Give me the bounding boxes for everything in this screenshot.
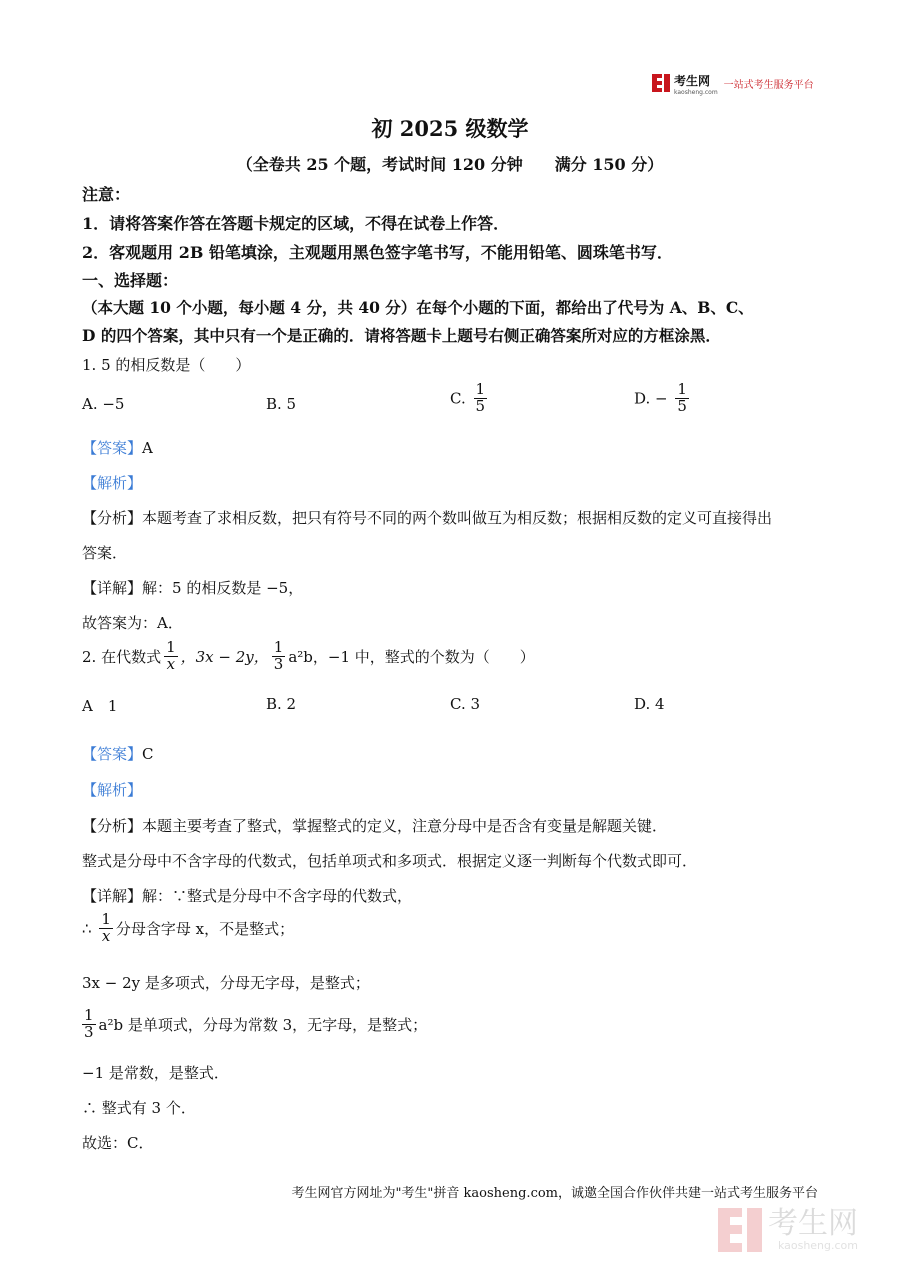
logo-domain: kaosheng.com — [674, 88, 718, 96]
watermark-name: 考生网 — [768, 1205, 858, 1241]
fraction-denominator: x — [166, 654, 176, 673]
fenxi-tag: 【分析】 — [82, 509, 143, 527]
q2-detail-fraction-1-over-3 — [82, 1008, 96, 1041]
q2-detail — [82, 885, 412, 906]
answer-value: A — [142, 439, 153, 457]
fraction-numerator: 1 — [677, 380, 687, 398]
watermark-logo — [718, 1205, 858, 1252]
q2-fenxi-line-2: 整式是分母中不含字母的代数式，包括单项式和多项式．根据定义逐一判断每个代数式即可． — [82, 852, 698, 870]
q1-stem: 1. 5 的相反数是（ ） — [82, 356, 251, 374]
q2-answer — [82, 743, 154, 764]
q2-detail-line-5: ∴ 整式有 3 个． — [82, 1099, 196, 1117]
fraction-numerator: 1 — [475, 380, 486, 398]
section-heading: 一、选择题： — [82, 271, 179, 290]
fraction-denominator: 5 — [475, 396, 486, 415]
q2-detail-line-1 — [82, 912, 294, 945]
q2-option-c: C. 3 — [450, 695, 481, 713]
q1-option-d-fraction — [675, 382, 689, 415]
q1-analysis-tag: 【解析】 — [82, 474, 143, 492]
detail-text: 解：5 的相反数是 −5， — [142, 579, 304, 597]
answer-tag: 【答案】 — [82, 745, 143, 763]
fraction-numerator: 1 — [101, 910, 111, 928]
detail-tag: 【详解】 — [82, 887, 143, 905]
fenxi-text: 本题主要考查了整式，掌握整式的定义，注意分母中是否含有变量是解题关键． — [142, 817, 668, 835]
q2-fenxi-line-1 — [82, 815, 667, 836]
q2-detail-line-4: −1 是常数，是整式． — [82, 1064, 229, 1082]
q2-stem-pre: 2. 在代数式 — [82, 647, 162, 666]
q1-option-a: A. −5 — [82, 395, 125, 413]
q1-option-c — [450, 382, 490, 415]
q1-option-d — [634, 382, 692, 415]
detail-text: 解：∵整式是分母中不含字母的代数式， — [142, 887, 413, 905]
fraction-numerator: 1 — [84, 1006, 94, 1024]
notice-heading: 注意： — [82, 185, 131, 204]
detail-line-3-text: a²b 是单项式，分母为常数 3，无字母，是整式； — [98, 1015, 428, 1034]
q1-detail — [82, 577, 303, 598]
fenxi-tag: 【分析】 — [82, 817, 143, 835]
notice-item-2: 2．客观题用 2B 铅笔填涂，主观题用黑色签字笔书写，不能用铅笔、圆珠笔书写． — [82, 243, 673, 262]
q2-detail-line-3 — [82, 1008, 427, 1041]
fraction-denominator: 3 — [273, 654, 284, 673]
q2-option-d: D. 4 — [634, 695, 665, 713]
site-logo — [652, 72, 814, 94]
logo-mark-icon — [652, 74, 670, 92]
watermark-mark-icon — [718, 1208, 762, 1252]
footer-text: 考生网官方网址为"考生"拼音 kaosheng.com，诚邀全国合作伙伴共建一站式考生服务平台 — [291, 1186, 818, 1201]
q2-detail-line-2: 3x − 2y 是多项式，分母无字母，是整式； — [82, 974, 370, 992]
q1-option-b: B. 5 — [266, 395, 297, 413]
q2-stem-tail: a²b，−1 中，整式的个数为（ ） — [288, 647, 535, 666]
q2-stem — [82, 640, 535, 673]
answer-tag: 【答案】 — [82, 439, 143, 457]
page-subtitle: （全卷共 25 个题，考试时间 120 分钟 满分 150 分） — [236, 155, 664, 174]
q1-answer — [82, 437, 153, 458]
q1-conclusion: 故答案为：A． — [82, 614, 183, 632]
watermark-domain: kaosheng.com — [777, 1238, 858, 1252]
fenxi-text: 本题考查了求相反数，把只有符号不同的两个数叫做互为相反数；根据相反数的定义可直接得出 — [142, 509, 773, 527]
section-instruction-2: D 的四个答案，其中只有一个是正确的．请将答题卡上题号右侧正确答案所对应的方框涂黑． — [82, 326, 721, 345]
detail-tag: 【详解】 — [82, 579, 143, 597]
q2-analysis-tag: 【解析】 — [82, 781, 143, 799]
detail-line-1-text: 分母含字母 x，不是整式； — [115, 919, 295, 938]
q2-option-b: B. 2 — [266, 695, 297, 713]
q2-fraction-1-over-3 — [272, 640, 286, 673]
logo-name: 考生网 — [674, 73, 711, 88]
q2-stem-rest: ，3x − 2y， — [180, 647, 269, 666]
q2-fraction-1-over-x — [164, 640, 178, 673]
q1-fenxi-line-1 — [82, 507, 772, 528]
q2-detail-fraction-1-over-x — [99, 912, 113, 945]
fraction-denominator: x — [101, 926, 111, 945]
therefore-symbol: ∴ — [82, 919, 92, 938]
q1-option-c-fraction — [474, 382, 488, 415]
q2-conclusion: 故选：C． — [82, 1134, 154, 1152]
q2-option-a: A 1 — [82, 697, 118, 715]
q1-option-d-label: D. − — [634, 389, 668, 408]
q1-fenxi-line-2: 答案． — [82, 544, 128, 562]
fraction-numerator: 1 — [166, 638, 176, 656]
fraction-numerator: 1 — [273, 638, 284, 656]
logo-slogan: 一站式考生服务平台 — [723, 79, 814, 91]
answer-value: C — [142, 745, 154, 763]
fraction-denominator: 5 — [677, 396, 687, 415]
page-title: 初 2025 级数学 — [371, 116, 529, 141]
q1-option-c-label: C. — [450, 389, 466, 408]
section-instruction-1: （本大题 10 个小题，每小题 4 分，共 40 分）在每个小题的下面，都给出了代号为 A、B、C、 — [82, 298, 754, 317]
fraction-denominator: 3 — [84, 1022, 94, 1041]
notice-item-1: 1．请将答案作答在答题卡规定的区域，不得在试卷上作答． — [82, 214, 510, 233]
